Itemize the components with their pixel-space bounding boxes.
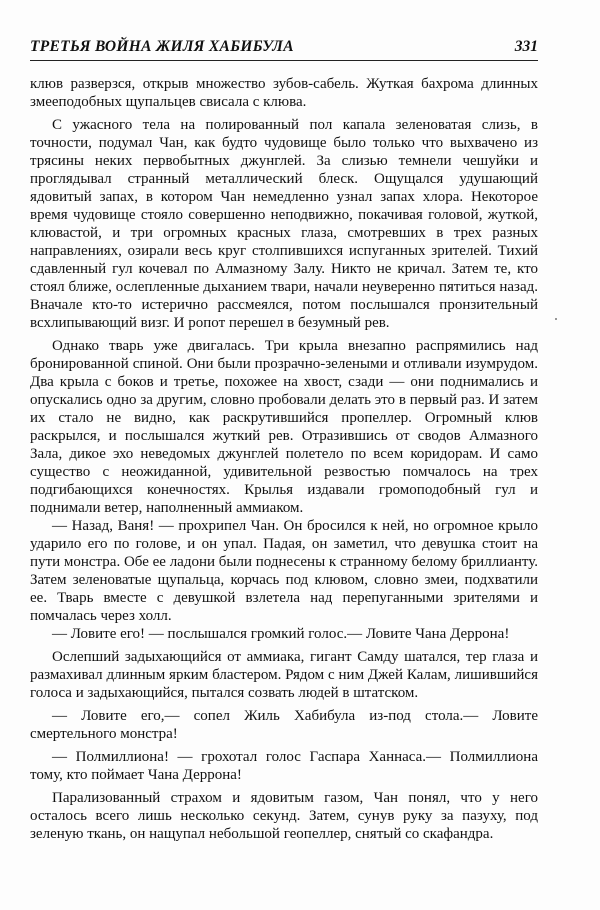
dialogue-line: — Ловите его,— сопел Жиль Хабибула из-под стола.— Ловите смертельного монстра!: [30, 708, 538, 742]
dialogue-line: — Полмиллиона! — грохотал голос Гаспара Ханнаса.— Полмиллиона тому, кто поймает Чана Деррона!: [30, 749, 538, 783]
scan-speck: [555, 318, 557, 320]
dialogue-line: — Ловите его! — послышался громкий голос.— Ловите Чана Деррона!: [52, 626, 510, 642]
paragraph: Ослепший задыхающийся от аммиака, гигант Самду шатался, тер глаза и размахивал длинным ярким бластером. Рядом с ним Джей Калам, лишившийся голоса и задыхающийся, пытался созвать людей в штатском.: [30, 649, 538, 701]
page-number: 331: [514, 38, 538, 55]
paragraph: С ужасного тела на полированный пол капала зеленоватая слизь, в точности, подумал Чан, как будто чудовище было только что выхвачено из трясины неких первобытных джунглей. За слизью темнели чешуйки и проглядывал странный металлический блеск. Ощущался удушающий ядовитый запах, в котором Чан немедленно узнал запах хлора. Некоторое время чудовище стояло совершенно неподвижно, покачивая головой, жуткой, клювастой, и три огромных красных глаза, смотревших в трех разных направлениях, озирали весь круг столпившихся испуганных зрителей. Тихий сдавленный гул кочевал по Алмазному Залу. Никто не кричал. Затем те, кто стоял ближе, ослепленные дыханием твари, начали неуверенно пятиться назад. Вначале кто-то истерично рассмеялся, потом послышался пронзительный всхлипывающий визг. И ропот перешел в безумный рев.: [30, 117, 538, 331]
paragraph: Однако тварь уже двигалась. Три крыла внезапно распрямились над бронированной спиной. Они были прозрачно-зелеными и отливали изумрудом. Два крыла с боков и третье, похожее на хвост, сзади — они поднимались и опускались одно за другим, словно пробовали делать это в первый раз. И затем их стало не видно, как раскрутившийся пропеллер. Огромный клюв раскрылся, и послышался жуткий рев. Отразившись от сводов Алмазного Зала, дикое эхо неведомых джунглей полетело по всем коридорам. И само существо с неожиданной, удивительной резвостью помчалось на трех подгибающихся конечностях. Крылья издавали громоподобный гул и поднимали ветер, наполненный аммиаком.: [30, 338, 538, 516]
paragraph: Парализованный страхом и ядовитым газом, Чан понял, что у него осталось всего лишь несколько секунд. Затем, сунув руку за пазуху, под зеленую ткань, он нащупал небольшой геопеллер, снятый со скафандра.: [30, 790, 538, 842]
running-header: [30, 38, 538, 61]
body-text: [30, 75, 538, 843]
running-title: ТРЕТЬЯ ВОЙНА ЖИЛЯ ХАБИБУЛА: [30, 38, 294, 55]
dialogue-line: — Назад, Ваня! — прохрипел Чан. Он бросился к ней, но огромное крыло ударило его по голове, и он упал. Падая, он заметил, что девушка стоит на пути монстра. Обе ее ладони были поднесены к странному белому бриллианту. Затем зеленоватые щупальца, корчась под клювом, словно змеи, подхватили ее. Тварь вместе с девушкой взлетела над перепуганными зрителями и помчалась через холл.: [30, 518, 538, 624]
paragraph: клюв разверзся, открыв множество зубов-сабель. Жуткая бахрома длинных змееподобных щупальцев свисала с клюва.: [30, 76, 538, 110]
